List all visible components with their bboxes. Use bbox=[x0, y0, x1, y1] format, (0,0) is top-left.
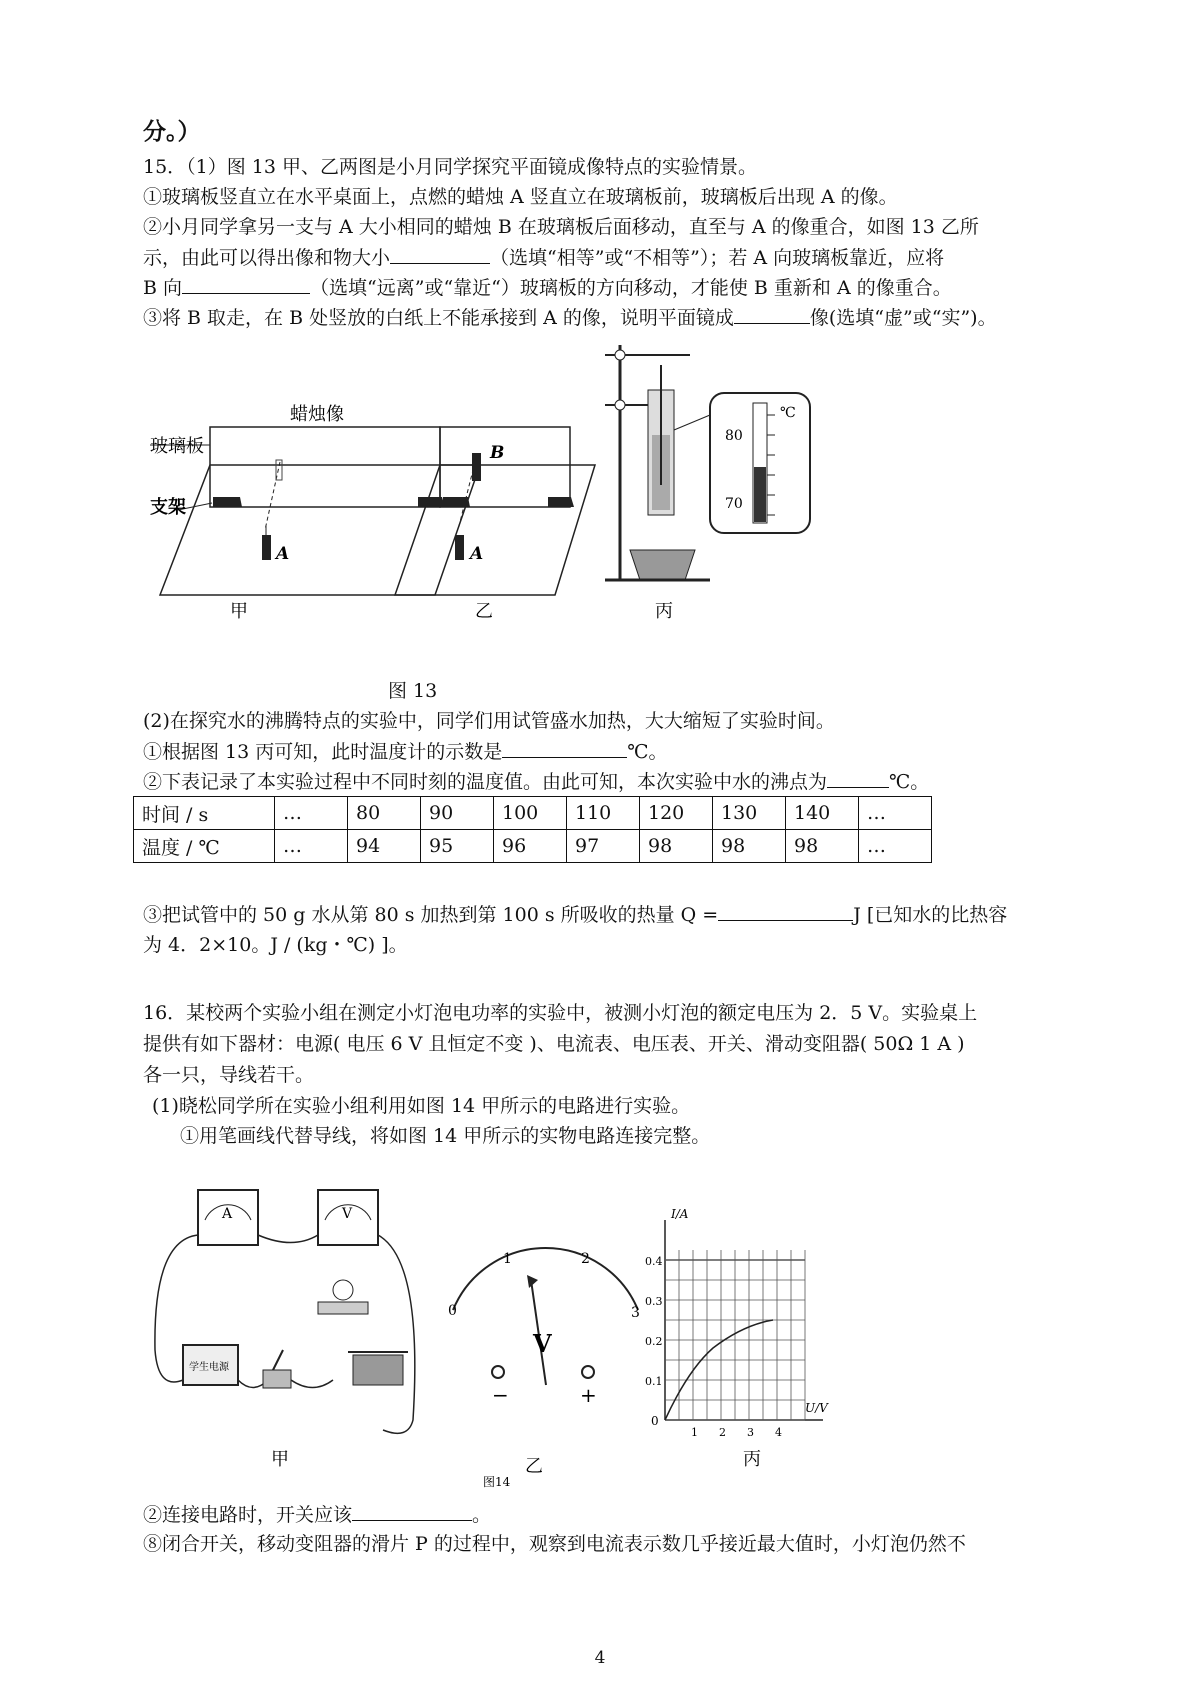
xtick: 4 bbox=[775, 1426, 782, 1439]
text-segment: J [已知水的比热容 bbox=[853, 904, 1008, 926]
text-segment: 。 bbox=[472, 1504, 492, 1526]
power-supply-label: 学生电源 bbox=[189, 1362, 229, 1373]
table-cell: … bbox=[275, 797, 348, 830]
q16-intro: 16．某校两个实验小组在测定小灯泡电功率的实验中，被测小灯泡的额定电压为 2．5 V。实验桌上 bbox=[143, 1002, 978, 1024]
q15-part2-step3 bbox=[143, 902, 1007, 927]
text-segment: （选填“远离”或“靠近“）玻璃板的方向移动，才能使 B 重新和 A 的像重合。 bbox=[310, 277, 952, 299]
table-cell: … bbox=[859, 797, 932, 830]
dial-symbol: V bbox=[533, 1329, 552, 1358]
table-cell: 90 bbox=[421, 797, 494, 830]
xtick: 2 bbox=[719, 1426, 726, 1439]
q15-part2: (2)在探究水的沸腾特点的实验中，同学们用试管盛水加热，大大缩短了实验时间。 bbox=[143, 710, 835, 732]
text-segment: ③将 B 取走，在 B 处竖放的白纸上不能承接到 A 的像，说明平面镜成 bbox=[143, 307, 734, 329]
xtick: 1 bbox=[691, 1426, 698, 1439]
table-cell: 100 bbox=[494, 797, 567, 830]
ytick: 0.3 bbox=[645, 1295, 663, 1308]
thermo-unit: ℃ bbox=[780, 405, 796, 421]
table-cell: … bbox=[859, 830, 932, 863]
fig13-label-stand: 支架 bbox=[150, 497, 186, 518]
table-header: 温度 / ℃ bbox=[134, 830, 275, 863]
fig13-candle-b: B bbox=[490, 443, 505, 463]
scale-2: 2 bbox=[581, 1251, 590, 1267]
answer-blank[interactable] bbox=[182, 275, 310, 294]
fig14-sub-b: 乙 bbox=[525, 1456, 543, 1477]
table-cell: 80 bbox=[348, 797, 421, 830]
fig13-sub-a: 甲 bbox=[230, 601, 248, 622]
answer-blank[interactable] bbox=[352, 1502, 472, 1521]
text-segment: ℃。 bbox=[889, 771, 930, 793]
thermometer-liquid bbox=[754, 467, 766, 522]
table-header: 时间 / s bbox=[134, 797, 275, 830]
ytick: 0.1 bbox=[645, 1375, 663, 1388]
continuation-text: 分。） bbox=[143, 118, 201, 145]
table-cell: 94 bbox=[348, 830, 421, 863]
text-segment: ③把试管中的 50 g 水从第 80 s 加热到第 100 s 所吸收的热量 Q = bbox=[143, 904, 719, 926]
figure-14 bbox=[143, 1180, 933, 1490]
text-segment: 像(选填“虚”或“实”)。 bbox=[809, 307, 997, 329]
text-segment: ②连接电路时，开关应该 bbox=[143, 1504, 353, 1526]
fig13-sub-b: 乙 bbox=[475, 601, 493, 622]
q15-step2: ②小月同学拿另一支与 A 大小相同的蜡烛 B 在玻璃板后面移动，直至与 A 的像重合，如图 13 乙所 bbox=[143, 216, 979, 238]
table-cell: 96 bbox=[494, 830, 567, 863]
answer-blank[interactable] bbox=[502, 739, 627, 758]
q15-step3 bbox=[143, 305, 997, 330]
ammeter-label: A bbox=[222, 1206, 233, 1222]
answer-blank[interactable] bbox=[390, 245, 490, 264]
answer-blank[interactable] bbox=[718, 902, 853, 921]
fig14-panel-b bbox=[448, 1248, 640, 1489]
answer-blank[interactable] bbox=[734, 305, 810, 324]
xtick: 3 bbox=[747, 1426, 754, 1439]
fig13-candle-a2: A bbox=[470, 544, 484, 564]
q15-part2-step2 bbox=[143, 769, 929, 794]
fig13-caption: 图 13 bbox=[388, 680, 438, 702]
text-segment: ①根据图 13 丙可知，此时温度计的示数是 bbox=[143, 741, 503, 763]
scale-0: 0 bbox=[448, 1303, 457, 1319]
fig13-label-image: 蜡烛像 bbox=[290, 404, 344, 425]
thermo-label-70: 70 bbox=[725, 496, 743, 512]
q16-part1-step1: ①用笔画线代替导线，将如图 14 甲所示的实物电路连接完整。 bbox=[180, 1125, 711, 1147]
scale-1: 1 bbox=[503, 1251, 512, 1267]
graph-origin: 0 bbox=[651, 1414, 659, 1428]
temperature-table bbox=[133, 796, 932, 863]
fig14-panel-a bbox=[155, 1190, 415, 1470]
terminal-plus: + bbox=[580, 1383, 597, 1407]
scale-3: 3 bbox=[631, 1305, 640, 1321]
q16-equipment: 提供有如下器材：电源( 电压 6 V 且恒定不变 )、电流表、电压表、开关、滑动变阻器( 50Ω 1 A ) bbox=[143, 1033, 965, 1055]
q15-intro: 15．（1）图 13 甲、乙两图是小月同学探究平面镜成像特点的实验情景。 bbox=[143, 156, 758, 178]
fig14-caption: 图14 bbox=[483, 1475, 511, 1489]
fig14-sub-a: 甲 bbox=[271, 1449, 289, 1470]
ytick: 0.2 bbox=[645, 1335, 663, 1348]
text-segment: B 向 bbox=[143, 277, 183, 299]
ytick: 0.4 bbox=[645, 1255, 663, 1268]
q15-step2-cont bbox=[143, 245, 944, 270]
iu-curve bbox=[665, 1320, 773, 1420]
voltmeter-label: V bbox=[342, 1206, 353, 1222]
table-cell: 95 bbox=[421, 830, 494, 863]
fig13-panel-c bbox=[605, 345, 810, 622]
fig13-label-glass: 玻璃板 bbox=[150, 436, 204, 457]
fig14-sub-c: 丙 bbox=[743, 1449, 761, 1470]
page-number: 4 bbox=[594, 1648, 606, 1668]
fig13-panel-a bbox=[150, 404, 480, 622]
fig13-candle-a: A bbox=[276, 544, 290, 564]
terminal-minus: − bbox=[492, 1383, 509, 1407]
q15-step1: ①玻璃板竖直立在水平桌面上，点燃的蜡烛 A 竖直立在玻璃板前，玻璃板后出现 A 的像。 bbox=[143, 186, 898, 208]
table-cell: 120 bbox=[640, 797, 713, 830]
table-cell: 98 bbox=[640, 830, 713, 863]
q15-step2-end bbox=[143, 275, 952, 300]
fig13-panel-b bbox=[395, 427, 595, 622]
table-cell: 97 bbox=[567, 830, 640, 863]
text-segment: （选填“相等”或“不相等”）；若 A 向玻璃板靠近，应将 bbox=[490, 247, 945, 269]
graph-xlabel: U/V bbox=[805, 1401, 828, 1415]
thermo-label-80: 80 bbox=[725, 428, 743, 444]
text-segment: 示，由此可以得出像和物大小 bbox=[143, 247, 391, 269]
q16-part1-step2 bbox=[143, 1502, 491, 1527]
text-segment: ②下表记录了本实验过程中不同时刻的温度值。由此可知，本次实验中水的沸点为 bbox=[143, 771, 828, 793]
text-segment: ℃。 bbox=[627, 741, 668, 763]
q16-part1: (1)晓松同学所在实验小组利用如图 14 甲所示的电路进行实验。 bbox=[152, 1095, 691, 1117]
q16-part1-step3: ⑧闭合开关，移动变阻器的滑片 P 的过程中，观察到电流表示数几乎接近最大值时，小灯泡仍然不 bbox=[143, 1533, 966, 1555]
answer-blank[interactable] bbox=[827, 769, 889, 788]
table-cell: 140 bbox=[786, 797, 859, 830]
table-row-time bbox=[134, 797, 932, 830]
q15-part2-step1 bbox=[143, 739, 668, 764]
q16-equipment-end: 各一只，导线若干。 bbox=[143, 1064, 315, 1086]
fig13-sub-c: 丙 bbox=[655, 601, 673, 622]
table-cell: 130 bbox=[713, 797, 786, 830]
table-cell: … bbox=[275, 830, 348, 863]
graph-ylabel: I/A bbox=[671, 1207, 689, 1221]
graph-grid bbox=[665, 1250, 805, 1420]
fig14-panel-c bbox=[645, 1207, 829, 1470]
table-row-temp bbox=[134, 830, 932, 863]
table-cell: 110 bbox=[567, 797, 640, 830]
table-cell: 98 bbox=[713, 830, 786, 863]
q15-part2-step3-cont: 为 4．2×10。J / (kg・℃) ]。 bbox=[143, 934, 408, 956]
table-cell: 98 bbox=[786, 830, 859, 863]
figure-13 bbox=[150, 335, 820, 665]
